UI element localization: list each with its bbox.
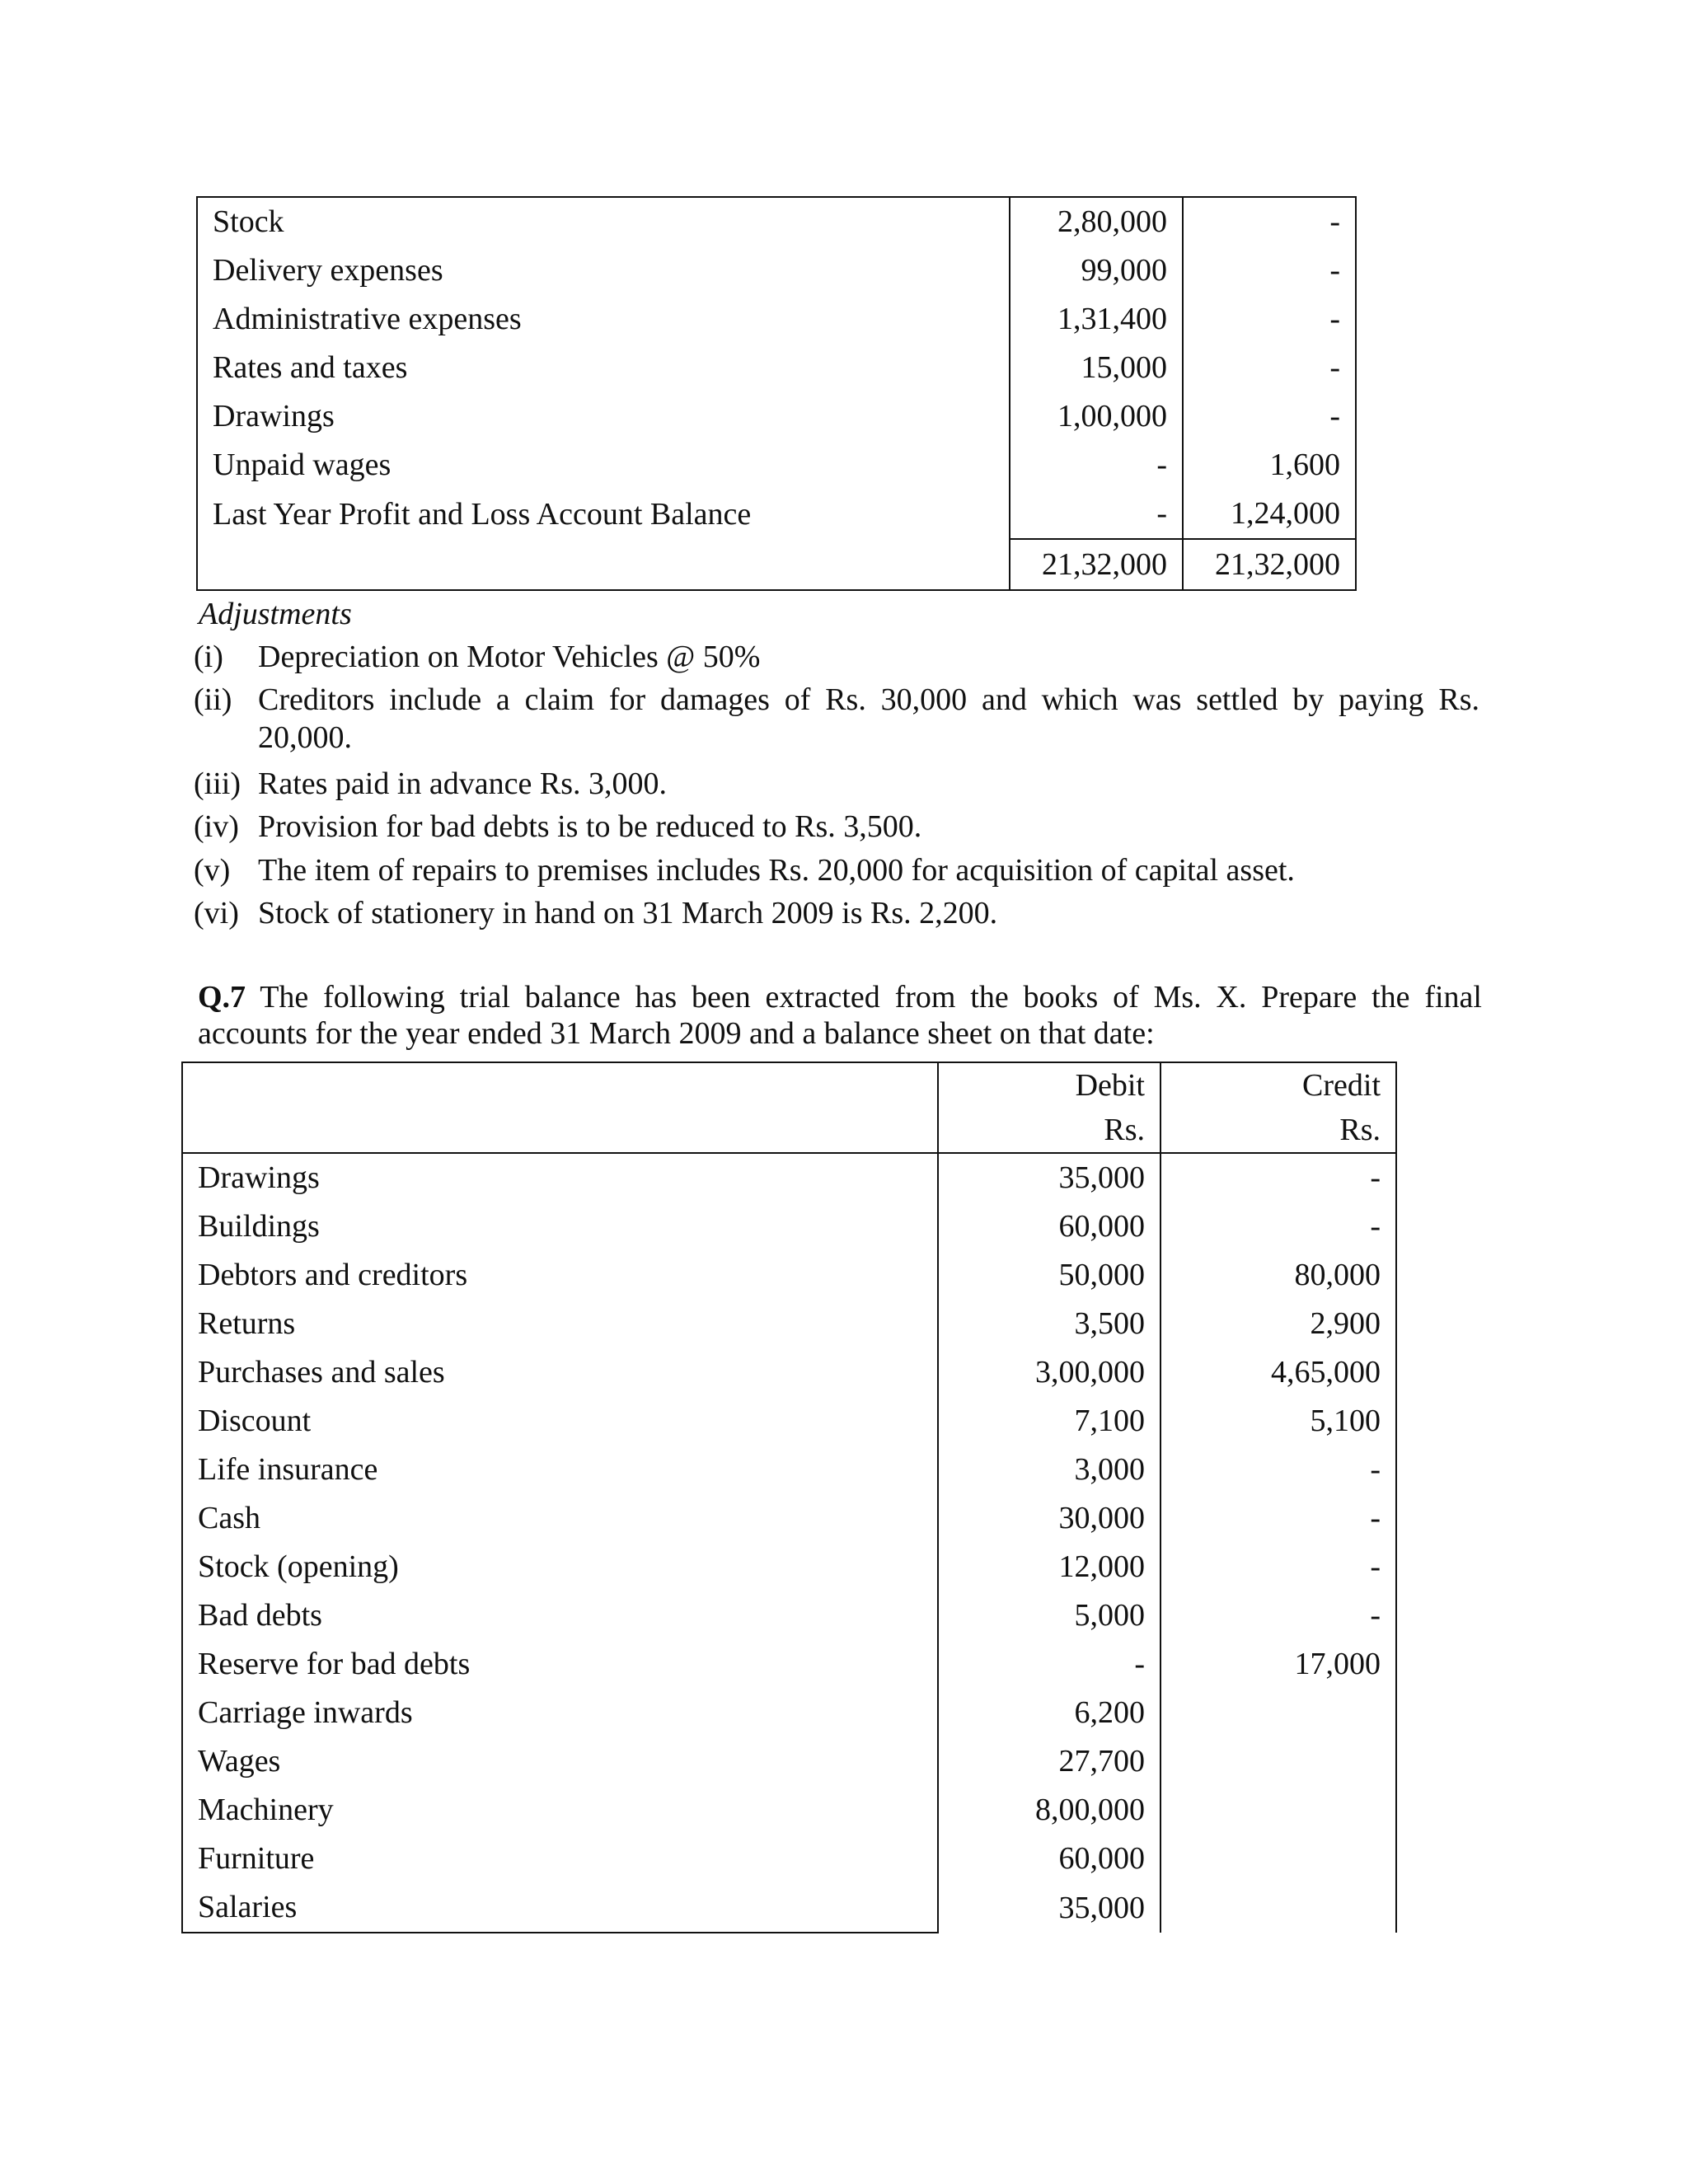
table-row bbox=[182, 1348, 1396, 1397]
adjustment-text: Rates paid in advance Rs. 3,000. bbox=[258, 766, 668, 801]
particular-cell: Drawings bbox=[182, 1153, 938, 1202]
debit-cell: 6,200 bbox=[938, 1689, 1160, 1737]
particular-cell: Administrative expenses bbox=[197, 295, 1010, 344]
credit-total-cell: 21,32,000 bbox=[1183, 539, 1356, 590]
table-row bbox=[182, 1737, 1396, 1786]
particular-cell: Discount bbox=[182, 1397, 938, 1446]
debit-cell: 99,000 bbox=[1010, 246, 1183, 295]
credit-cell: 1,24,000 bbox=[1183, 490, 1356, 539]
credit-cell bbox=[1160, 1883, 1396, 1933]
trial-balance-table bbox=[181, 1062, 1397, 1933]
table-row bbox=[197, 246, 1356, 295]
adjustment-number: (ii) bbox=[194, 682, 232, 717]
particular-cell: Bad debts bbox=[182, 1591, 938, 1640]
credit-header: Credit bbox=[1160, 1062, 1396, 1108]
table-row bbox=[197, 441, 1356, 490]
particular-cell: Stock bbox=[197, 197, 1010, 246]
debit-cell: 50,000 bbox=[938, 1251, 1160, 1300]
total-row bbox=[197, 539, 1356, 590]
particular-header-cell bbox=[182, 1062, 938, 1108]
debit-cell: 60,000 bbox=[938, 1835, 1160, 1883]
debit-cell: 2,80,000 bbox=[1010, 197, 1183, 246]
table-row bbox=[182, 1786, 1396, 1835]
debit-cell: 7,100 bbox=[938, 1397, 1160, 1446]
particular-cell: Last Year Profit and Loss Account Balance bbox=[197, 490, 1010, 539]
particular-cell: Rates and taxes bbox=[197, 344, 1010, 392]
debit-cell: 1,00,000 bbox=[1010, 392, 1183, 441]
debit-cell: 35,000 bbox=[938, 1883, 1160, 1933]
particular-cell: Returns bbox=[182, 1300, 938, 1348]
particular-cell: Debtors and creditors bbox=[182, 1251, 938, 1300]
credit-cell: - bbox=[1160, 1446, 1396, 1494]
credit-cell bbox=[1160, 1835, 1396, 1883]
credit-cell: - bbox=[1183, 295, 1356, 344]
debit-cell: 27,700 bbox=[938, 1737, 1160, 1786]
credit-cell: 2,900 bbox=[1160, 1300, 1396, 1348]
credit-cell: - bbox=[1183, 344, 1356, 392]
credit-cell: 1,600 bbox=[1183, 441, 1356, 490]
trial-balance-continued-table bbox=[196, 196, 1357, 591]
credit-cell: 5,100 bbox=[1160, 1397, 1396, 1446]
particular-cell: Salaries bbox=[182, 1883, 938, 1933]
debit-cell: 5,000 bbox=[938, 1591, 1160, 1640]
table-row bbox=[182, 1251, 1396, 1300]
adjustment-text: Provision for bad debts is to be reduced to Rs. 3,500. bbox=[258, 809, 922, 844]
table-row bbox=[182, 1153, 1396, 1202]
table-row bbox=[197, 490, 1356, 539]
adjustment-item bbox=[194, 765, 1479, 803]
debit-header: Debit bbox=[938, 1062, 1160, 1108]
table-header-row bbox=[182, 1108, 1396, 1153]
particular-cell: Purchases and sales bbox=[182, 1348, 938, 1397]
particular-cell: Cash bbox=[182, 1494, 938, 1543]
table-row bbox=[182, 1543, 1396, 1591]
debit-cell: 8,00,000 bbox=[938, 1786, 1160, 1835]
table-row bbox=[182, 1883, 1396, 1933]
adjustment-item bbox=[194, 681, 1479, 719]
table-row bbox=[182, 1640, 1396, 1689]
credit-unit-header: Rs. bbox=[1160, 1108, 1396, 1153]
adjustment-number: (v) bbox=[194, 853, 231, 888]
credit-cell: - bbox=[1160, 1202, 1396, 1251]
table-header-row bbox=[182, 1062, 1396, 1108]
adjustments-heading: Adjustments bbox=[199, 597, 352, 631]
adjustment-number: (vi) bbox=[194, 896, 239, 930]
table-row bbox=[182, 1494, 1396, 1543]
table-row bbox=[182, 1300, 1396, 1348]
debit-total-cell: 21,32,000 bbox=[1010, 539, 1183, 590]
adjustment-text: The item of repairs to premises includes Rs. 20,000 for acquisition of capital asset. bbox=[258, 853, 1295, 888]
debit-cell: 12,000 bbox=[938, 1543, 1160, 1591]
particular-cell: Delivery expenses bbox=[197, 246, 1010, 295]
table-row bbox=[197, 295, 1356, 344]
particular-cell: Unpaid wages bbox=[197, 441, 1010, 490]
credit-cell: - bbox=[1183, 197, 1356, 246]
table-row bbox=[182, 1446, 1396, 1494]
adjustment-item bbox=[194, 851, 1479, 889]
credit-cell: 80,000 bbox=[1160, 1251, 1396, 1300]
credit-cell: - bbox=[1160, 1494, 1396, 1543]
debit-cell: 1,31,400 bbox=[1010, 295, 1183, 344]
adjustment-item bbox=[194, 894, 1479, 932]
adjustment-item bbox=[194, 638, 1479, 676]
credit-cell bbox=[1160, 1786, 1396, 1835]
question-label: Q.7 bbox=[198, 980, 246, 1015]
table-row bbox=[182, 1689, 1396, 1737]
credit-cell bbox=[1160, 1737, 1396, 1786]
debit-cell: 15,000 bbox=[1010, 344, 1183, 392]
table-row bbox=[197, 197, 1356, 246]
question-text: The following trial balance has been extracted from the books of Ms. X. Prepare the final accounts for the year ended 31 March 2009 and a balance sheet on that date: bbox=[198, 980, 1482, 1051]
particular-cell: Life insurance bbox=[182, 1446, 938, 1494]
table-row bbox=[197, 344, 1356, 392]
adjustment-item bbox=[194, 808, 1479, 846]
particular-cell: Furniture bbox=[182, 1835, 938, 1883]
adjustment-text: Depreciation on Motor Vehicles @ 50% bbox=[258, 640, 761, 674]
debit-cell: 35,000 bbox=[938, 1153, 1160, 1202]
debit-cell: 60,000 bbox=[938, 1202, 1160, 1251]
adjustment-text: 20,000. bbox=[258, 720, 352, 755]
adjustment-item-continuation bbox=[194, 719, 1479, 757]
particular-cell: Stock (opening) bbox=[182, 1543, 938, 1591]
debit-cell: - bbox=[938, 1640, 1160, 1689]
adjustment-text: Stock of stationery in hand on 31 March 2009 is Rs. 2,200. bbox=[258, 896, 998, 930]
particular-cell: Buildings bbox=[182, 1202, 938, 1251]
adjustment-number: (iii) bbox=[194, 766, 241, 801]
debit-cell: - bbox=[1010, 441, 1183, 490]
debit-cell: 30,000 bbox=[938, 1494, 1160, 1543]
credit-cell: - bbox=[1183, 246, 1356, 295]
debit-unit-header: Rs. bbox=[938, 1108, 1160, 1153]
particular-cell: Reserve for bad debts bbox=[182, 1640, 938, 1689]
adjustment-number: (i) bbox=[194, 640, 223, 674]
table-row bbox=[182, 1835, 1396, 1883]
credit-cell: 4,65,000 bbox=[1160, 1348, 1396, 1397]
credit-cell: - bbox=[1160, 1153, 1396, 1202]
credit-cell: - bbox=[1183, 392, 1356, 441]
credit-cell: - bbox=[1160, 1543, 1396, 1591]
adjustment-text: Creditors include a claim for damages of Rs. 30,000 and which was settled by paying Rs. bbox=[258, 682, 1479, 717]
particular-cell: Drawings bbox=[197, 392, 1010, 441]
particular-cell: Machinery bbox=[182, 1786, 938, 1835]
debit-cell: - bbox=[1010, 490, 1183, 539]
debit-cell: 3,00,000 bbox=[938, 1348, 1160, 1397]
particular-cell: Wages bbox=[182, 1737, 938, 1786]
table-row bbox=[182, 1591, 1396, 1640]
question-7 bbox=[198, 979, 1482, 1052]
table-row bbox=[197, 392, 1356, 441]
table-row bbox=[182, 1202, 1396, 1251]
table-row bbox=[182, 1397, 1396, 1446]
adjustment-number: (iv) bbox=[194, 809, 239, 844]
debit-cell: 3,500 bbox=[938, 1300, 1160, 1348]
credit-cell bbox=[1160, 1689, 1396, 1737]
total-label-cell bbox=[197, 539, 1010, 590]
credit-cell: - bbox=[1160, 1591, 1396, 1640]
credit-cell: 17,000 bbox=[1160, 1640, 1396, 1689]
particular-cell: Carriage inwards bbox=[182, 1689, 938, 1737]
debit-cell: 3,000 bbox=[938, 1446, 1160, 1494]
